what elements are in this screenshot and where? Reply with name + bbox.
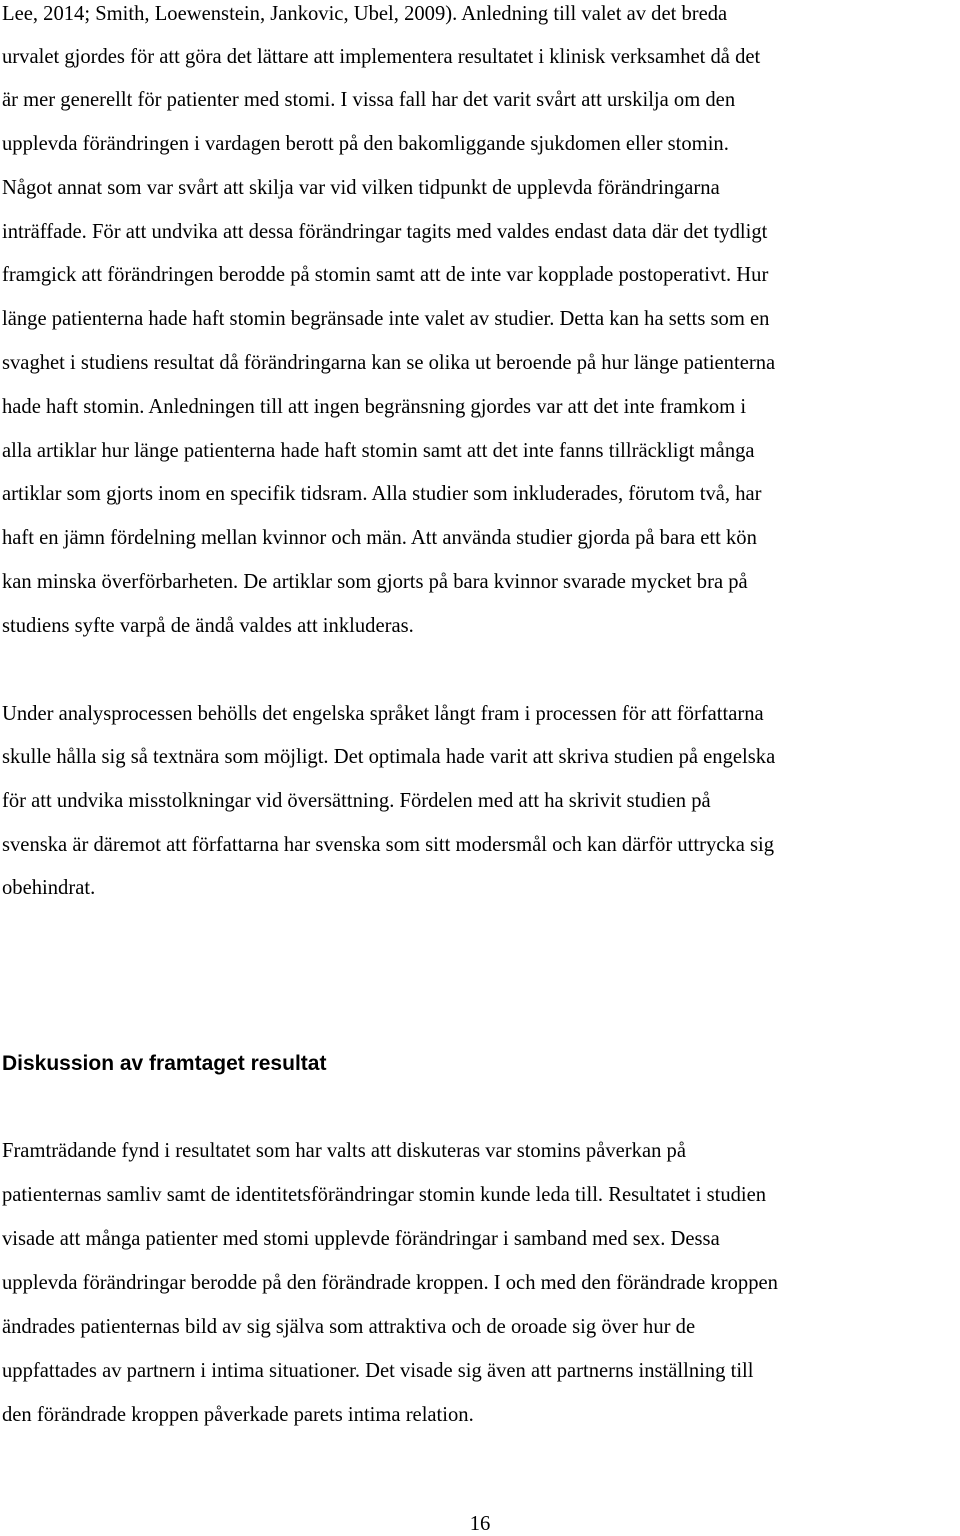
text-line: artiklar som gjorts inom en specifik tidsram. Alla studier som inkluderades, förutom två, har	[2, 483, 762, 505]
text-line: den förändrade kroppen påverkade parets intima relation.	[2, 1404, 474, 1426]
text-line: är mer generellt för patienter med stomi. I vissa fall har det varit svårt att urskilja om den	[2, 89, 736, 111]
text-line: Under analysprocessen behölls det engelska språket långt fram i processen för att författarna	[2, 703, 764, 725]
text-line: Lee, 2014; Smith, Loewenstein, Jankovic, Ubel, 2009). Anledning till valet av det breda	[2, 3, 728, 25]
text-line: alla artiklar hur länge patienterna hade haft stomin samt att det inte fanns tillräckligt många	[2, 440, 755, 462]
text-line: visade att många patienter med stomi upplevde förändringar i samband med sex. Dessa	[2, 1228, 720, 1250]
text-line: obehindrat.	[2, 877, 96, 899]
text-line: studiens syfte varpå de ändå valdes att inkluderas.	[2, 615, 414, 637]
text-line: framgick att förändringen berodde på stomin samt att de inte var kopplade postoperativt. Hur	[2, 264, 769, 286]
text-line: urvalet gjordes för att göra det lättare att implementera resultatet i klinisk verksamhet då det	[2, 46, 761, 68]
text-line: upplevda förändringen i vardagen berott på den bakomliggande sjukdomen eller stomin.	[2, 133, 729, 155]
text-line: inträffade. För att undvika att dessa förändringar tagits med valdes endast data där det tydligt	[2, 221, 768, 243]
text-line: kan minska överförbarheten. De artiklar som gjorts på bara kvinnor svarade mycket bra på	[2, 571, 748, 593]
text-line: för att undvika misstolkningar vid översättning. Fördelen med att ha skrivit studien på	[2, 790, 711, 812]
text-line: länge patienterna hade haft stomin begränsade inte valet av studier. Detta kan ha setts som en	[2, 308, 770, 330]
text-line: svaghet i studiens resultat då förändringarna kan se olika ut beroende på hur länge patienterna	[2, 352, 776, 374]
text-line: Något annat som var svårt att skilja var vid vilken tidpunkt de upplevda förändringarna	[2, 177, 720, 199]
text-line: hade haft stomin. Anledningen till att ingen begränsning gjordes var att det inte framkom i	[2, 396, 747, 418]
text-line: svenska är däremot att författarna har svenska som sitt modersmål och kan därför uttrycka sig	[2, 834, 775, 856]
page-number: 16	[469, 1513, 491, 1535]
text-line: ändrades patienternas bild av sig själva som attraktiva och de oroade sig över hur de	[2, 1316, 696, 1338]
text-line: upplevda förändringar berodde på den förändrade kroppen. I och med den förändrade kroppen	[2, 1272, 778, 1294]
text-line: uppfattades av partnern i intima situationer. Det visade sig även att partnerns inställning till	[2, 1360, 754, 1382]
text-line: Framträdande fynd i resultatet som har valts att diskuteras var stomins påverkan på	[2, 1140, 686, 1162]
text-line: patienternas samliv samt de identitetsförändringar stomin kunde leda till. Resultatet i studien	[2, 1184, 767, 1206]
text-line: haft en jämn fördelning mellan kvinnor och män. Att använda studier gjorda på bara ett kön	[2, 527, 757, 549]
section-heading: Diskussion av framtaget resultat	[2, 1052, 327, 1075]
text-line: skulle hålla sig så textnära som möjligt. Det optimala hade varit att skriva studien på engelska	[2, 746, 776, 768]
